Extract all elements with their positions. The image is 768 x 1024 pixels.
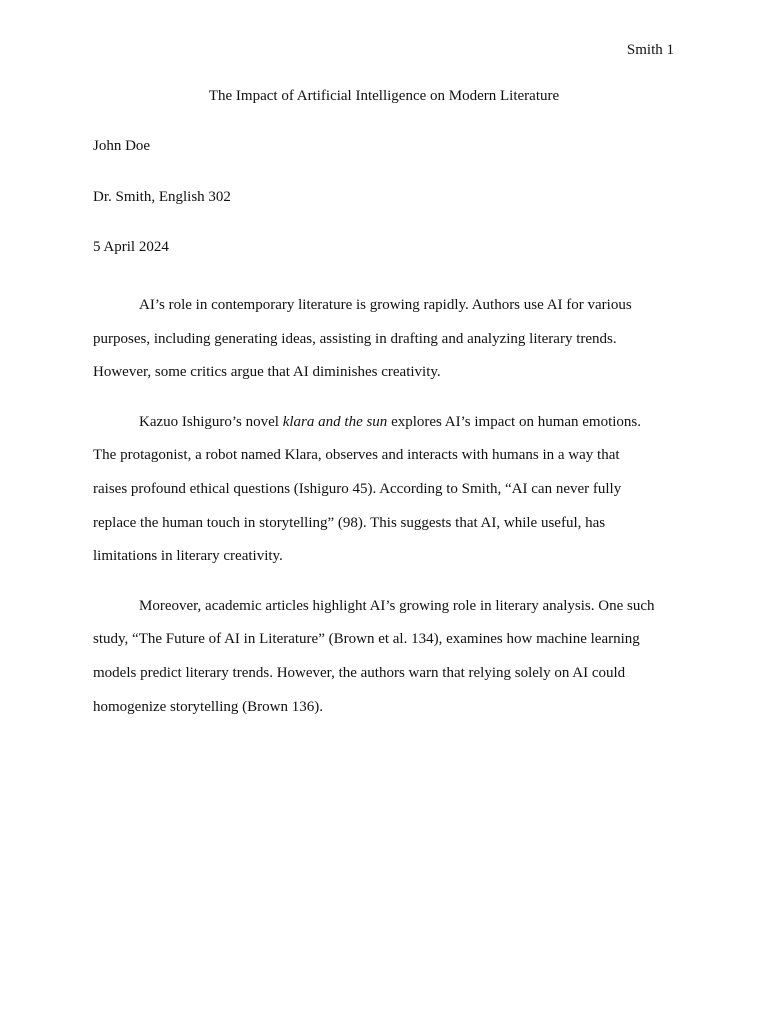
paragraph-line: However, some critics argue that AI diminishes creativity. — [93, 364, 441, 381]
paragraph-line: AI’s role in contemporary literature is growing rapidly. Authors use AI for various — [139, 297, 632, 313]
paragraph-line: raises profound ethical questions (Ishiguro 45). According to Smith, “AI can never fully — [93, 481, 622, 498]
paragraph-line: models predict literary trends. However, the authors warn that relying solely on AI could — [93, 665, 626, 682]
paragraph-line: purposes, including generating ideas, assisting in drafting and analyzing literary trends. — [93, 330, 617, 347]
paragraph-1 — [93, 289, 678, 390]
instructor-course: Dr. Smith, English 302 — [93, 189, 231, 205]
text-run: Kazuo Ishiguro’s novel — [139, 413, 283, 430]
author-name: John Doe — [93, 138, 151, 154]
paragraph-line: homogenize storytelling (Brown 136). — [93, 698, 323, 715]
body-text — [93, 289, 678, 740]
running-head: Smith 1 — [626, 42, 674, 58]
paragraph-line: replace the human touch in storytelling” (98). This suggests that AI, while useful, has — [93, 514, 606, 531]
paragraph-3 — [93, 590, 678, 725]
paragraph-line: study, “The Future of AI in Literature” (Brown et al. 134), examines how machine learning — [93, 631, 640, 648]
paragraph-2 — [93, 406, 678, 575]
book-title-italic: klara and the sun — [282, 413, 388, 430]
paragraph-line: The protagonist, a robot named Klara, observes and interacts with humans in a way that — [93, 447, 620, 464]
text-run: explores AI’s impact on human emotions. — [387, 413, 642, 430]
paper-title: The Impact of Artificial Intelligence on Modern Literature — [208, 88, 560, 104]
paragraph-line: limitations in literary creativity. — [93, 548, 283, 565]
date: 5 April 2024 — [93, 239, 169, 255]
paragraph-line — [93, 406, 678, 440]
paragraph-line: Moreover, academic articles highlight AI’s growing role in literary analysis. One such — [139, 597, 655, 614]
